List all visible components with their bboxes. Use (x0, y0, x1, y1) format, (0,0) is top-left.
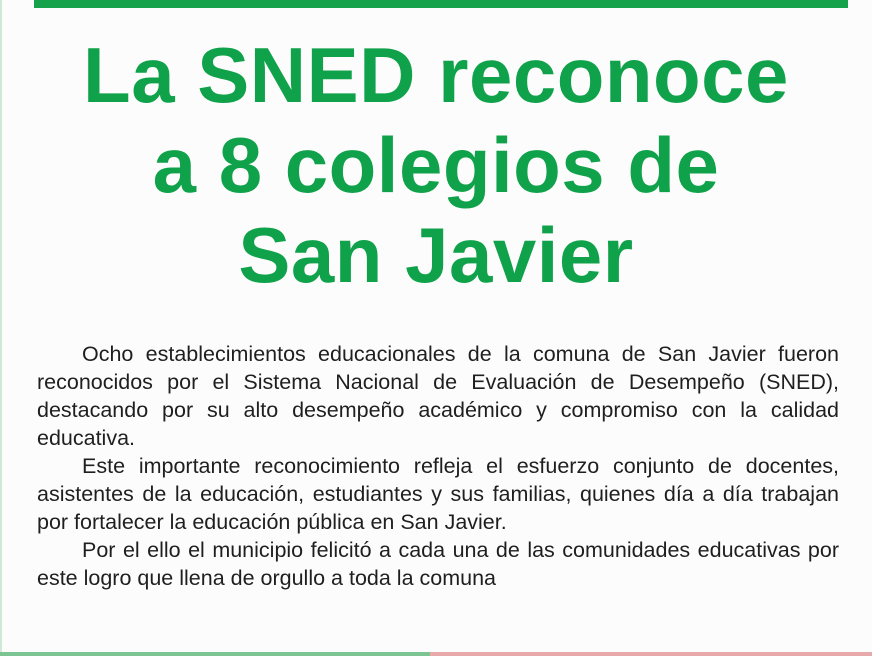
article-headline (20, 30, 852, 300)
headline-line-3: San Javier (238, 211, 634, 299)
bottom-green-line (0, 652, 430, 656)
article-paragraph-1: Ocho establecimientos educacionales de la comuna de San Javier fueron reconocidos por el Sistema Nacional de Evaluación de Desempeño (SNED), destacando por su alto desempeño académico y compromiso con la calidad educativa. (37, 342, 839, 450)
page-edge-line (0, 0, 2, 656)
article-paragraph-3: Por el ello el municipio felicitó a cada una de las comunidades educativas por este logro que llena de orgullo a toda la comuna (37, 538, 839, 590)
bottom-red-line (430, 652, 872, 656)
top-green-rule (34, 0, 848, 8)
article-body (37, 340, 839, 592)
headline-line-2: a 8 colegios de (152, 121, 720, 209)
article-paragraph-2: Este importante reconocimiento refleja el esfuerzo conjunto de docentes, asistentes de la educación, estudiantes y sus familias, quienes día a día trabajan por fortalecer la educación pública en San Javier. (37, 454, 839, 534)
headline-line-1: La SNED reconoce (83, 31, 789, 119)
